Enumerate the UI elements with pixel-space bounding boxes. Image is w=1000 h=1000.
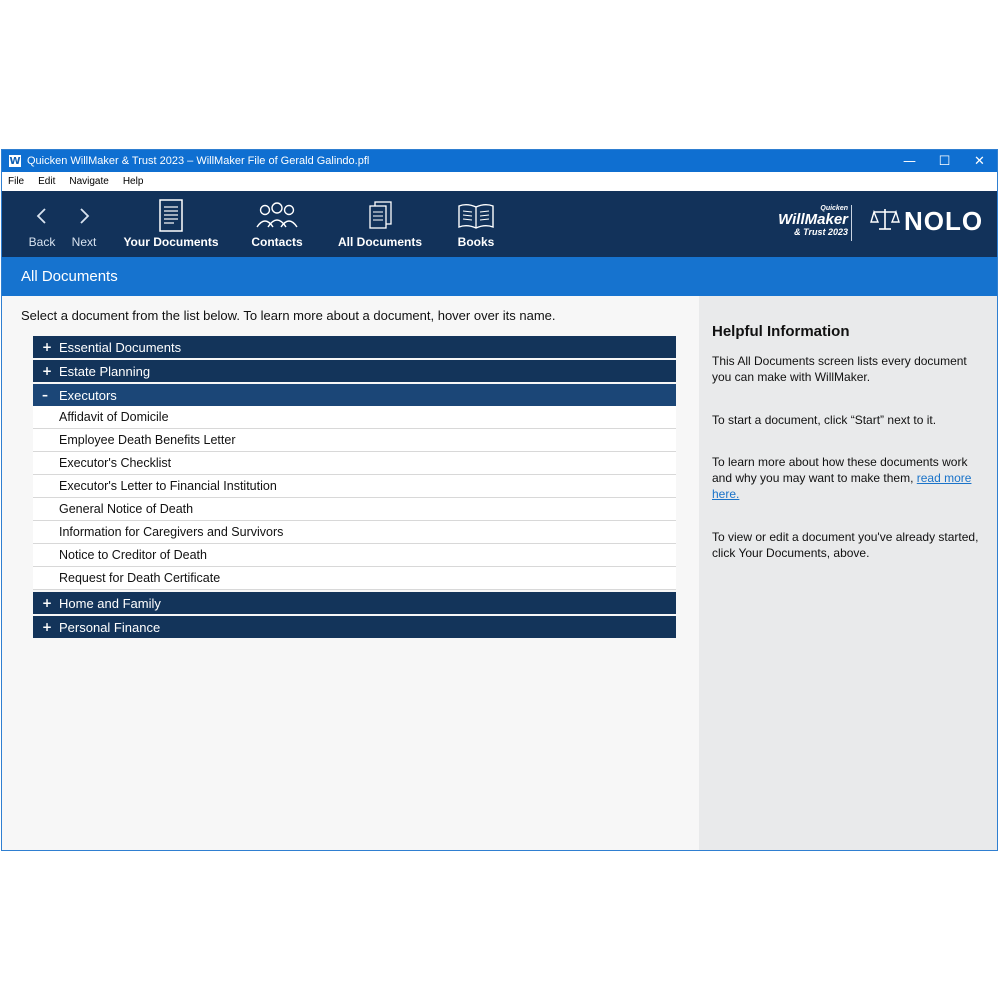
- all-documents-button[interactable]: [334, 191, 426, 257]
- willmaker-logo: [758, 205, 848, 237]
- contacts-label: Contacts: [251, 235, 303, 249]
- category-label: Executors: [59, 387, 117, 403]
- next-label: Next: [71, 235, 97, 249]
- logo-divider: [851, 205, 852, 241]
- document-list: [33, 336, 676, 640]
- document-item[interactable]: Request for Death Certificate: [33, 567, 676, 590]
- instructions-text: Select a document from the list below. To learn more about a document, hover over its name.: [21, 308, 556, 323]
- back-label: Back: [28, 235, 56, 249]
- category-label: Essential Documents: [59, 339, 182, 355]
- book-icon: [457, 199, 495, 233]
- menu-navigate[interactable]: Navigate: [69, 176, 109, 187]
- chevron-right-icon: [77, 199, 91, 233]
- side-paragraph-text: To learn more about how these documents work and why you may want to make them,: [712, 455, 968, 485]
- window-title: Quicken WillMaker & Trust 2023 – WillMaker File of Gerald Galindo.pfl: [27, 155, 370, 167]
- close-button[interactable]: ✕: [974, 153, 985, 169]
- main-panel: [2, 296, 699, 850]
- side-paragraph: This All Documents screen lists every document you can make with WillMaker.: [712, 354, 967, 384]
- next-button[interactable]: [66, 191, 102, 257]
- your-documents-label: Your Documents: [123, 235, 219, 249]
- back-button[interactable]: [24, 191, 60, 257]
- scales-icon: [870, 206, 900, 237]
- category-label: Estate Planning: [59, 363, 151, 379]
- toolbar: [2, 191, 997, 257]
- category-home-and-family[interactable]: [33, 592, 676, 614]
- books-button[interactable]: [450, 191, 502, 257]
- expand-icon: +: [42, 364, 53, 378]
- brand-sub: & Trust 2023: [794, 227, 848, 237]
- category-personal-finance[interactable]: [33, 616, 676, 638]
- nolo-logo: [870, 206, 983, 237]
- page-header: [2, 257, 997, 296]
- document-item[interactable]: General Notice of Death: [33, 498, 676, 521]
- side-paragraph: [712, 454, 984, 502]
- menu-file[interactable]: File: [8, 176, 25, 187]
- expand-icon: +: [42, 340, 53, 354]
- side-paragraph: To start a document, click “Start” next to it.: [712, 413, 937, 427]
- nolo-text: NOLO: [904, 206, 984, 236]
- expand-icon: +: [42, 620, 53, 634]
- brand-small: Quicken: [820, 205, 848, 212]
- app-icon: W: [9, 155, 21, 167]
- document-item[interactable]: Employee Death Benefits Letter: [33, 429, 676, 452]
- document-item[interactable]: Information for Caregivers and Survivors: [33, 521, 676, 544]
- documents-stack-icon: [366, 199, 394, 233]
- page-title: All Documents: [21, 268, 118, 285]
- side-paragraph: To view or edit a document you've already started, click Your Documents, above.: [712, 530, 979, 560]
- contacts-button[interactable]: [242, 191, 312, 257]
- side-title: Helpful Information: [712, 323, 850, 340]
- helpful-information-panel: [699, 296, 997, 850]
- category-essential-documents[interactable]: [33, 336, 676, 358]
- read-more-link[interactable]: read more here.: [712, 471, 972, 501]
- your-documents-button[interactable]: [121, 191, 221, 257]
- category-label: Personal Finance: [59, 619, 161, 635]
- menu-help[interactable]: Help: [122, 176, 144, 187]
- document-icon: [158, 199, 184, 233]
- people-icon: [255, 199, 299, 233]
- chevron-left-icon: [35, 199, 49, 233]
- category-estate-planning[interactable]: [33, 360, 676, 382]
- document-item[interactable]: Executor's Letter to Financial Institution: [33, 475, 676, 498]
- document-item[interactable]: Notice to Creditor of Death: [33, 544, 676, 567]
- app-window: [1, 149, 998, 851]
- brand-big: WillMaker: [778, 211, 848, 228]
- maximize-button[interactable]: ☐: [938, 153, 951, 169]
- category-label: Home and Family: [59, 595, 161, 611]
- menu-bar: [2, 172, 997, 191]
- collapse-icon: –: [42, 388, 48, 402]
- all-documents-label: All Documents: [337, 235, 422, 249]
- menu-edit[interactable]: Edit: [38, 176, 56, 187]
- minimize-button[interactable]: —: [903, 153, 916, 169]
- category-executors[interactable]: [33, 384, 676, 406]
- title-bar[interactable]: [2, 150, 997, 172]
- document-item[interactable]: Executor's Checklist: [33, 452, 676, 475]
- books-label: Books: [457, 235, 495, 249]
- expand-icon: +: [42, 596, 53, 610]
- document-item[interactable]: Affidavit of Domicile: [33, 406, 676, 429]
